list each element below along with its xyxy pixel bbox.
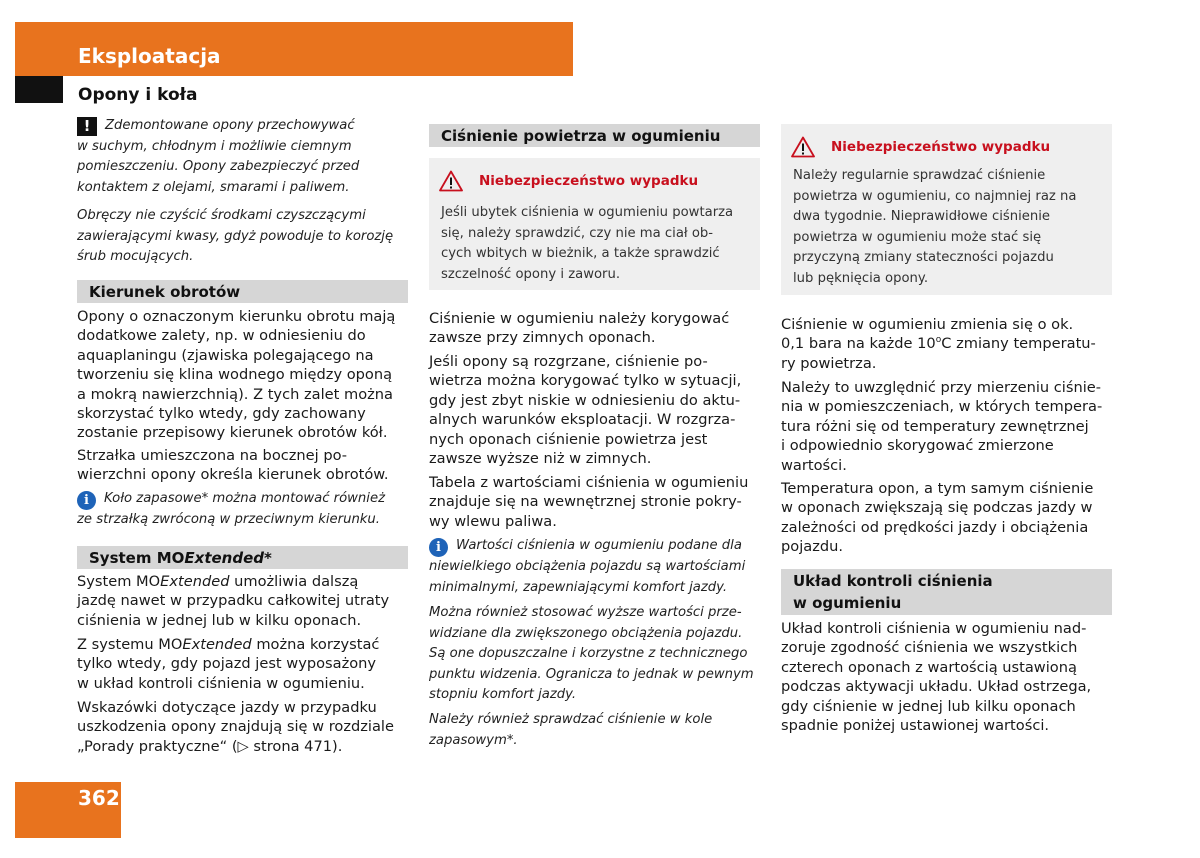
pressure-paragraph-1: Ciśnienie w ogumieniu należy korygować zawsze przy zimnych oponach. [429,310,730,347]
temperature-paragraph-1: Ciśnienie w ogumieniu zmienia się o ok. 0,1 bara na każde 10$^o$C zmiany temperatu- ry powietrza. [781,316,1096,372]
subheading-rotation-direction: Kierunek obrotów [77,280,408,303]
warning-text: Jeśli ubytek ciśnienia w ogumieniu powtarza się, należy sprawdzić, czy nie ma ciał ob- cych wbitych w bieżnik, a także sprawdzić szczelność opony i zaworu. [441,205,734,282]
page-header-title: Eksploatacja [78,44,221,68]
pressure-info-note: i Wartości ciśnienia w ogumieniu podane dla niewielkiego obciążenia pojazdu są wartościami minimalnymi, zapewniającymi komfort jazdy. [429,538,746,595]
moextended-paragraph-2: Z systemu MOExtended można korzystać tylko wtedy, gdy pojazd jest wyposażony w układ kontroli ciśnienia w ogumieniu. [77,636,380,692]
page-number: 362 [78,786,120,810]
subheading-pressure-monitor: Układ kontroli ciśnienia w ogumieniu [781,569,1112,615]
section-title: Opony i koła [78,85,198,105]
spare-wheel-info: i Koło zapasowe* można montować również ze strzałką zwróconą w przeciwnym kierunku. [77,491,385,527]
pressure-paragraph-3: Tabela z wartościami ciśnienia w ogumieniu znajduje się na wewnętrznej stronie pokry- wy wlewu paliwa. [429,474,749,530]
exclamation-icon: ! [77,117,97,136]
warning-box-1 [429,158,760,290]
page-reference-link[interactable]: „Porady praktyczne“ (▷ strona 471). [77,737,343,755]
warning-box-2 [781,124,1112,295]
warning-triangle-icon [791,136,815,158]
monitor-paragraph: Układ kontroli ciśnienia w ogumieniu nad- zoruje zgodność ciśnienia we wszystkich czterech oponach z wartością ustawioną podczas aktywacji układu. Układ ostrzega, gdy ciśnienie w jednej lub kilku oponach spadnie poniżej ustawionej wartości. [781,620,1092,735]
spare-pressure-note: Należy również sprawdzać ciśnienie w kole zapasowym*. [429,712,713,748]
header-marker [15,76,63,103]
pressure-paragraph-2: Jeśli opony są rozgrzane, ciśnienie po- wietrza można korygować tylko w sytuacji, gdy jest zbyt niskie w odniesieniu do aktu- alnych warunków eksploatacji. W rozgrza- nych oponach ciśnienie powietrza jest zawsze wyższe niż w zimnych. [429,353,742,468]
arrow-paragraph: Strzałka umieszczona na bocznej po- wierzchni opony określa kierunek obrotów. [77,447,389,484]
subheading-moextended: System MOExtended* [77,546,408,569]
info-icon: i [429,538,448,557]
warning-text: Należy regularnie sprawdzać ciśnienie powietrza w ogumieniu, co najmniej raz na dwa tygodnie. Nieprawidłowe ciśnienie powietrza w ogumieniu może stać się przyczyną zmiany stateczności pojazdu lub pęknięcia opony. [793,168,1077,286]
moextended-paragraph-1: System MOExtended umożliwia dalszą jazdę nawet w przypadku całkowitej utraty ciśnienia w jednej lub w kilku oponach. [77,573,390,629]
info-icon: i [77,491,96,510]
warning-triangle-icon [439,170,463,192]
rims-notice: Obręczy nie czyścić środkami czyszczącymi zawierającymi kwasy, gdyż powoduje to korozję śrub mocujących. [77,208,394,264]
tips-paragraph: Wskazówki dotyczące jazdy w przypadku uszkodzenia opony znajdują się w rozdziale „Porady praktyczne“ (▷ strona 471). [77,698,408,756]
storage-notice: ! Zdemontowane opony przechowywać w suchym, chłodnym i możliwie ciemnym pomieszczeniu. Opony zabezpieczyć przed kontaktem z olejami, smarami i paliwem. [77,117,360,195]
temperature-paragraph-2: Należy to uwzględnić przy mierzeniu ciśnie- nia w pomieszczeniach, w których tempera- tura różni się od temperatury zewnętrznej i odpowiednio skorygować zmierzone wartości. [781,379,1103,474]
rotation-paragraph: Opony o oznaczonym kierunku obrotu mają dodatkowe zalety, np. w odniesieniu do aquaplaningu (zjawiska polegającego na tworzeniu się klina wodnego między oponą a mokrą nawierzchnią). Z tych zalet można skorzystać tylko wtedy, gdy zachowany zostanie przepisowy kierunek obrotów kół. [77,308,396,442]
warning-title: Niebezpieczeństwo wypadku [479,173,699,189]
higher-pressure-note: Można również stosować wyższe wartości prze- widziane dla zwiększonego obciążenia pojazdu. Są one dopuszczalne i korzystne z technicznego punktu widzenia. Ogranicza to jednak w pewnym stopniu komfort jazdy. [429,605,754,702]
subheading-tire-pressure: Ciśnienie powietrza w ogumieniu [429,124,760,147]
temperature-paragraph-3: Temperatura opon, a tym samym ciśnienie w oponach zwiększają się podczas jazdy w zależności od prędkości jazdy i obciążenia pojazdu. [781,480,1094,556]
warning-title: Niebezpieczeństwo wypadku [831,139,1051,155]
